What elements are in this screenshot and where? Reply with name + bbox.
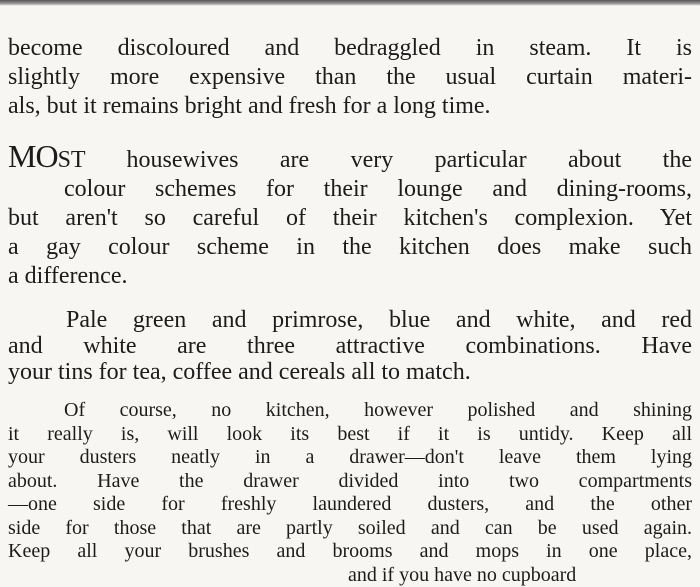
text-line: Pale green and primrose, blue and white, and red [8, 307, 692, 333]
text-line: —one side for freshly laundered dusters, and the other [8, 493, 692, 517]
top-border-rule [0, 0, 700, 6]
drop-cap: MO [8, 138, 58, 174]
paragraph-curtain-material [8, 34, 692, 121]
text-line: als, but it remains bright and fresh for a long time. [8, 92, 692, 121]
article-column [8, 34, 692, 587]
paragraph-colour-schemes [8, 142, 692, 291]
text-line: Of course, no kitchen, however polished and shining [8, 399, 692, 423]
text-line: and if you have no cupboard [8, 564, 692, 587]
text-line: become discoloured and bedraggled in steam. It is [8, 34, 692, 63]
text-line: it really is, will look its best if it is untidy. Keep all [8, 423, 692, 447]
text-line: your dusters neatly in a drawer—don't leave them lying [8, 446, 692, 470]
text-line: colour schemes for their lounge and dining-rooms, [8, 175, 692, 204]
first-line-rest: ST housewives are very particular about the [58, 147, 692, 173]
text-line: and white are three attractive combinations. Have [8, 333, 692, 359]
text-line: but aren't so careful of their kitchen's complexion. Yet [8, 204, 692, 233]
paragraph-colour-combinations [8, 307, 692, 385]
text-line: Keep all your brushes and brooms and mops in one place, [8, 540, 692, 564]
paragraph-tidy-kitchen [8, 399, 692, 587]
text-line: a difference. [8, 262, 692, 291]
text-line: slightly more expensive than the usual curtain materi- [8, 63, 692, 92]
text-line: your tins for tea, coffee and cereals all to match. [8, 359, 692, 385]
text-line: a gay colour scheme in the kitchen does make such [8, 233, 692, 262]
text-line: side for those that are partly soiled and can be used again. [8, 517, 692, 541]
text-line-first [8, 142, 692, 175]
text-line: about. Have the drawer divided into two compartments [8, 470, 692, 494]
